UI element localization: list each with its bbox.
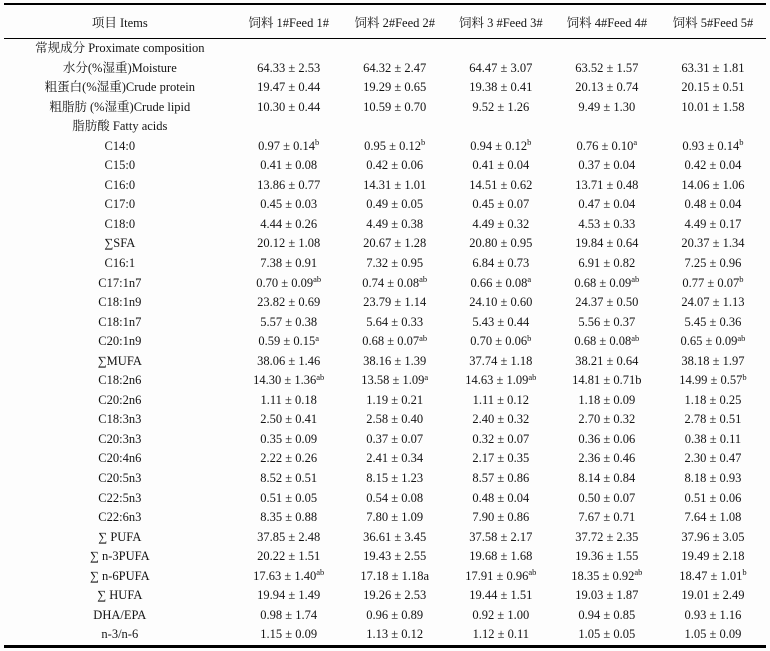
table-row: [4, 586, 766, 606]
header-row: [4, 4, 766, 39]
row-label: 粗脂肪 (%湿重)Crude lipid: [49, 99, 191, 114]
table-row: [4, 332, 766, 352]
table-row: [4, 176, 766, 196]
value-cell: 0.42 ± 0.04: [684, 158, 742, 173]
value-cell: 19.26 ± 2.53: [363, 588, 427, 603]
table-row: [4, 78, 766, 98]
value-cell: 19.94 ± 1.49: [257, 588, 321, 603]
value-cell: 0.74 ± 0.08$^{ab}$: [362, 274, 428, 290]
value-cell: 19.68 ± 1.68: [469, 549, 533, 564]
value-cell: 64.33 ± 2.53: [257, 60, 321, 75]
row-label: C18:2n6: [98, 373, 142, 388]
section-row: [4, 39, 766, 59]
significance-superscript: b: [314, 137, 320, 148]
value-cell: 6.84 ± 0.73: [472, 256, 530, 271]
table-head: [4, 4, 766, 39]
value-cell: 0.36 ± 0.06: [578, 431, 636, 446]
table-row: [4, 137, 766, 157]
value-cell: 0.41 ± 0.04: [472, 158, 530, 173]
value-cell: 8.14 ± 0.84: [578, 471, 636, 486]
value-cell: 7.38 ± 0.91: [260, 256, 318, 271]
value-cell: 4.53 ± 0.33: [578, 216, 636, 231]
value-cell: 0.49 ± 0.05: [366, 197, 424, 212]
value-cell: 1.13 ± 0.12: [366, 627, 424, 642]
table-row: [4, 508, 766, 528]
value-cell: 19.01 ± 2.49: [681, 588, 745, 603]
value-cell: 8.35 ± 0.88: [260, 510, 318, 525]
value-cell: 1.05 ± 0.05: [578, 627, 636, 642]
table-row: [4, 606, 766, 626]
significance-superscript: a: [315, 332, 319, 343]
table-row: [4, 59, 766, 79]
row-label: C16:0: [104, 177, 136, 192]
value-cell: 8.18 ± 0.93: [684, 471, 742, 486]
value-cell: 9.49 ± 1.30: [578, 99, 636, 114]
value-cell: 23.82 ± 0.69: [257, 295, 321, 310]
row-label: C20:5n3: [98, 471, 142, 486]
value-cell: 0.45 ± 0.03: [260, 197, 318, 212]
value-cell: 20.37 ± 1.34: [681, 236, 745, 251]
table-row: [4, 195, 766, 215]
significance-superscript: a: [424, 371, 429, 382]
value-cell: 0.65 ± 0.09$^{ab}$: [680, 332, 746, 349]
value-cell: [236, 117, 342, 137]
value-cell: 19.29 ± 0.65: [363, 80, 427, 95]
value-cell: 7.67 ± 0.71: [578, 510, 636, 525]
value-cell: 37.74 ± 1.18: [469, 353, 533, 368]
value-cell: 24.10 ± 0.60: [469, 295, 533, 310]
table-row: [4, 156, 766, 176]
value-cell: 2.36 ± 0.46: [578, 451, 636, 466]
value-cell: 38.06 ± 1.46: [257, 353, 321, 368]
significance-superscript: a: [527, 274, 532, 285]
value-cell: 19.36 ± 1.55: [575, 549, 639, 564]
value-cell: 14.30 ± 1.36$^{ab}$: [253, 371, 325, 388]
value-cell: 2.58 ± 0.40: [366, 412, 424, 427]
value-cell: 2.41 ± 0.34: [366, 451, 424, 466]
value-cell: 0.42 ± 0.06: [366, 158, 424, 173]
table-row: [4, 469, 766, 489]
value-cell: 7.80 ± 1.09: [366, 510, 424, 525]
section-label: 脂肪酸 Fatty acids: [72, 119, 168, 134]
value-cell: 20.15 ± 0.51: [681, 80, 745, 95]
row-label: 粗蛋白(%湿重)Crude protein: [44, 80, 195, 95]
value-cell: 0.95 ± 0.12$^b$: [364, 137, 426, 153]
value-cell: 2.40 ± 0.32: [472, 412, 530, 427]
value-cell: 37.85 ± 2.48: [257, 529, 321, 544]
significance-superscript: ab: [316, 371, 325, 382]
row-label: ∑ n-6PUFA: [89, 568, 150, 583]
value-cell: 2.17 ± 0.35: [472, 451, 530, 466]
value-cell: 19.84 ± 0.64: [575, 236, 639, 251]
value-cell: 0.76 ± 0.10$^a$: [576, 137, 638, 153]
value-cell: 0.92 ± 1.00: [472, 607, 530, 622]
row-label: C22:6n3: [98, 510, 142, 525]
value-cell: 2.78 ± 0.51: [684, 412, 742, 427]
table-row: [4, 410, 766, 430]
value-cell: [554, 39, 660, 59]
value-cell: 20.67 ± 1.28: [363, 236, 427, 251]
value-cell: 5.45 ± 0.36: [684, 314, 742, 329]
value-cell: 37.96 ± 3.05: [681, 529, 745, 544]
row-label: n-3/n-6: [101, 627, 139, 642]
value-cell: 14.51 ± 0.62: [469, 177, 533, 192]
value-cell: 7.25 ± 0.96: [684, 256, 742, 271]
row-label: ∑SFA: [104, 236, 136, 251]
value-cell: 17.91 ± 0.96$^{ab}$: [465, 567, 537, 583]
significance-superscript: b: [527, 137, 532, 148]
table-row: [4, 391, 766, 411]
value-cell: 8.57 ± 0.86: [472, 471, 530, 486]
value-cell: 1.19 ± 0.21: [366, 392, 424, 407]
items-column-header: 项目 Items: [4, 4, 236, 39]
significance-superscript: ab: [631, 274, 640, 285]
row-label: 水分(%湿重)Moisture: [62, 60, 177, 75]
value-cell: 13.71 ± 0.48: [575, 177, 639, 192]
value-cell: 0.70 ± 0.09$^{ab}$: [256, 274, 322, 290]
value-cell: 0.68 ± 0.08$^{ab}$: [574, 332, 640, 349]
row-label: C18:1n9: [98, 295, 142, 310]
value-cell: 0.37 ± 0.04: [578, 158, 636, 173]
value-cell: 19.43 ± 2.55: [363, 549, 427, 564]
value-cell: 1.18 ± 0.25: [684, 392, 742, 407]
value-cell: 24.07 ± 1.13: [681, 295, 745, 310]
row-label: C17:1n7: [98, 275, 142, 290]
value-cell: 0.68 ± 0.07$^{ab}$: [362, 332, 428, 349]
feed-column-header-3: 饲料 3 #Feed 3#: [448, 4, 554, 39]
value-cell: 19.03 ± 1.87: [575, 588, 639, 603]
significance-superscript: ab: [419, 274, 428, 285]
value-cell: 14.63 ± 1.09$^{ab}$: [465, 371, 537, 388]
value-cell: 0.35 ± 0.09: [260, 431, 318, 446]
value-cell: 4.49 ± 0.17: [684, 216, 742, 231]
row-label: ∑ PUFA: [98, 529, 142, 544]
value-cell: 8.15 ± 1.23: [366, 471, 424, 486]
value-cell: 10.01 ± 1.58: [681, 99, 745, 114]
value-cell: 10.30 ± 0.44: [257, 99, 321, 114]
value-cell: [448, 39, 554, 59]
feed-column-header-5: 饲料 5#Feed 5#: [660, 4, 766, 39]
row-label: C20:1n9: [98, 334, 142, 349]
value-cell: 63.31 ± 1.81: [681, 60, 745, 75]
value-cell: 4.44 ± 0.26: [260, 216, 318, 231]
value-cell: 20.13 ± 0.74: [575, 80, 639, 95]
row-label: DHA/EPA: [93, 607, 147, 622]
value-cell: 5.56 ± 0.37: [578, 314, 636, 329]
value-cell: 0.70 ± 0.06$^b$: [470, 332, 532, 349]
value-cell: 0.47 ± 0.04: [578, 197, 636, 212]
row-label: ∑MUFA: [97, 353, 142, 368]
value-cell: 4.49 ± 0.32: [472, 216, 530, 231]
value-cell: 2.22 ± 0.26: [260, 451, 318, 466]
value-cell: 2.50 ± 0.41: [260, 412, 318, 427]
value-cell: 14.81 ± 0.71b: [572, 373, 642, 388]
row-label: C20:3n3: [98, 431, 142, 446]
value-cell: 1.05 ± 0.09: [684, 627, 742, 642]
row-label: C16:1: [104, 256, 136, 271]
value-cell: [660, 117, 766, 137]
value-cell: 0.32 ± 0.07: [472, 431, 530, 446]
value-cell: 0.38 ± 0.11: [684, 431, 742, 446]
value-cell: 18.47 ± 1.01$^b$: [679, 567, 747, 583]
value-cell: 20.80 ± 0.95: [469, 236, 533, 251]
value-cell: 0.50 ± 0.07: [578, 490, 636, 505]
value-cell: 10.59 ± 0.70: [363, 99, 427, 114]
row-label: ∑ n-3PUFA: [89, 549, 150, 564]
significance-superscript: ab: [528, 567, 537, 578]
value-cell: 5.64 ± 0.33: [366, 314, 424, 329]
value-cell: 1.18 ± 0.09: [578, 392, 636, 407]
value-cell: 19.49 ± 2.18: [681, 549, 745, 564]
value-cell: 0.45 ± 0.07: [472, 197, 530, 212]
row-label: C15:0: [104, 158, 136, 173]
value-cell: 4.49 ± 0.38: [366, 216, 424, 231]
significance-superscript: ab: [631, 332, 640, 343]
value-cell: 14.06 ± 1.06: [681, 177, 745, 192]
value-cell: 6.91 ± 0.82: [578, 256, 636, 271]
value-cell: 1.11 ± 0.12: [472, 392, 529, 407]
value-cell: 0.66 ± 0.08$^a$: [470, 274, 532, 290]
value-cell: 1.11 ± 0.18: [260, 392, 317, 407]
value-cell: 9.52 ± 1.26: [472, 99, 530, 114]
value-cell: 23.79 ± 1.14: [363, 295, 427, 310]
row-label: ∑ HUFA: [97, 588, 143, 603]
value-cell: 0.48 ± 0.04: [472, 490, 530, 505]
feed-column-header-1: 饲料 1#Feed 1#: [236, 4, 342, 39]
table-row: [4, 489, 766, 509]
table-row: [4, 234, 766, 254]
row-label: C17:0: [104, 197, 136, 212]
value-cell: 19.47 ± 0.44: [257, 80, 321, 95]
significance-superscript: b: [739, 274, 744, 285]
value-cell: 1.15 ± 0.09: [260, 627, 318, 642]
value-cell: 14.31 ± 1.01: [363, 177, 427, 192]
row-label: C18:1n7: [98, 314, 142, 329]
row-label: C14:0: [104, 138, 136, 153]
value-cell: 7.64 ± 1.08: [684, 510, 742, 525]
value-cell: 0.51 ± 0.06: [684, 490, 742, 505]
significance-superscript: b: [742, 567, 747, 578]
significance-superscript: b: [421, 137, 426, 148]
significance-superscript: b: [739, 137, 744, 148]
value-cell: 64.32 ± 2.47: [363, 60, 427, 75]
value-cell: 37.58 ± 2.17: [469, 529, 533, 544]
value-cell: 14.99 ± 0.57$^b$: [679, 371, 747, 388]
value-cell: 0.48 ± 0.04: [684, 197, 742, 212]
value-cell: 7.90 ± 0.86: [472, 510, 530, 525]
value-cell: 38.18 ± 1.97: [681, 353, 745, 368]
value-cell: [236, 39, 342, 59]
significance-superscript: ab: [634, 567, 643, 578]
significance-superscript: ab: [419, 332, 428, 343]
section-row: [4, 117, 766, 137]
value-cell: 0.77 ± 0.07$^b$: [682, 274, 744, 290]
value-cell: [554, 117, 660, 137]
value-cell: 0.94 ± 0.85: [578, 607, 636, 622]
value-cell: 38.16 ± 1.39: [363, 353, 427, 368]
value-cell: 2.70 ± 0.32: [578, 412, 636, 427]
value-cell: 0.96 ± 0.89: [366, 607, 424, 622]
value-cell: 2.30 ± 0.47: [684, 451, 742, 466]
value-cell: 19.38 ± 0.41: [469, 80, 533, 95]
value-cell: 38.21 ± 0.64: [575, 353, 639, 368]
value-cell: 0.68 ± 0.09$^{ab}$: [574, 274, 640, 290]
value-cell: 1.12 ± 0.11: [472, 627, 529, 642]
row-label: C20:4n6: [98, 451, 142, 466]
value-cell: 20.22 ± 1.51: [257, 549, 321, 564]
value-cell: 0.93 ± 0.14$^b$: [682, 137, 744, 153]
value-cell: 0.98 ± 1.74: [260, 607, 318, 622]
table-row: [4, 98, 766, 118]
value-cell: [660, 39, 766, 59]
table-row: [4, 449, 766, 469]
table-row: [4, 313, 766, 333]
value-cell: [342, 39, 448, 59]
value-cell: 0.51 ± 0.05: [260, 490, 318, 505]
value-cell: 37.72 ± 2.35: [575, 529, 639, 544]
significance-superscript: ab: [313, 274, 322, 285]
feed-column-header-2: 饲料 2#Feed 2#: [342, 4, 448, 39]
row-label: C22:5n3: [98, 490, 142, 505]
value-cell: 0.97 ± 0.14$^b$: [258, 137, 320, 153]
value-cell: 63.52 ± 1.57: [575, 60, 639, 75]
section-label: 常规成分 Proximate composition: [35, 41, 205, 55]
table-row: [4, 430, 766, 450]
value-cell: [342, 117, 448, 137]
value-cell: 0.94 ± 0.12$^b$: [470, 137, 532, 153]
table-row: [4, 293, 766, 313]
value-cell: 5.43 ± 0.44: [472, 314, 530, 329]
value-cell: 0.41 ± 0.08: [260, 158, 318, 173]
value-cell: 19.44 ± 1.51: [469, 588, 533, 603]
feed-column-header-4: 饲料 4#Feed 4#: [554, 4, 660, 39]
table-row: [4, 371, 766, 391]
feed-composition-fatty-acid-table: [4, 3, 766, 648]
table-row: [4, 352, 766, 372]
table-body: [4, 39, 766, 647]
value-cell: 0.54 ± 0.08: [366, 490, 424, 505]
table-row: [4, 215, 766, 235]
value-cell: 24.37 ± 0.50: [575, 295, 639, 310]
row-label: C18:0: [104, 216, 136, 231]
table-row: [4, 254, 766, 274]
value-cell: 0.93 ± 1.16: [684, 607, 742, 622]
value-cell: 17.18 ± 1.18a: [360, 568, 430, 583]
table-row: [4, 274, 766, 294]
table-row: [4, 567, 766, 587]
significance-superscript: ab: [737, 332, 746, 343]
significance-superscript: a: [633, 137, 638, 148]
value-cell: 13.86 ± 0.77: [257, 177, 321, 192]
value-cell: [448, 117, 554, 137]
row-label: C18:3n3: [98, 412, 142, 427]
table-row: [4, 528, 766, 548]
value-cell: 13.58 ± 1.09$^a$: [361, 371, 429, 388]
value-cell: 0.37 ± 0.07: [366, 431, 424, 446]
value-cell: 64.47 ± 3.07: [469, 60, 533, 75]
significance-superscript: ab: [316, 567, 325, 578]
row-label: C20:2n6: [98, 392, 142, 407]
table-row: [4, 625, 766, 646]
table-row: [4, 547, 766, 567]
value-cell: 0.59 ± 0.15$^a$: [258, 332, 319, 349]
value-cell: 8.52 ± 0.51: [260, 471, 318, 486]
value-cell: 18.35 ± 0.92$^{ab}$: [571, 567, 643, 583]
significance-superscript: ab: [528, 371, 537, 382]
value-cell: 7.32 ± 0.95: [366, 256, 424, 271]
value-cell: 20.12 ± 1.08: [257, 236, 321, 251]
value-cell: 5.57 ± 0.38: [260, 314, 318, 329]
significance-superscript: b: [742, 371, 747, 382]
significance-superscript: b: [527, 332, 532, 343]
value-cell: 36.61 ± 3.45: [363, 529, 427, 544]
value-cell: 17.63 ± 1.40$^{ab}$: [253, 567, 325, 583]
